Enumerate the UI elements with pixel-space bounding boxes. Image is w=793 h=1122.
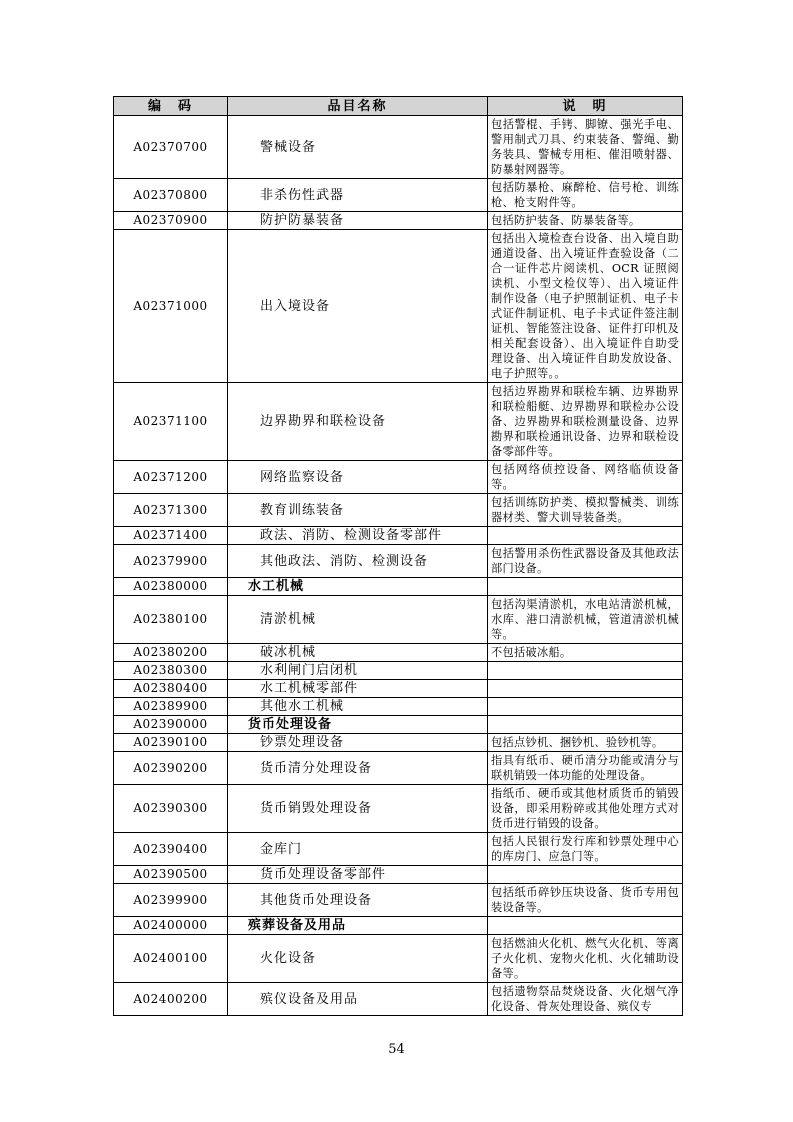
item-code: A02371400 xyxy=(114,527,228,545)
table-row xyxy=(114,644,683,662)
item-code: A02390100 xyxy=(114,734,228,752)
item-name: 政法、消防、检测设备零部件 xyxy=(228,527,488,545)
catalog-table xyxy=(113,96,683,1016)
table-row xyxy=(114,983,683,1016)
item-name: 出入境设备 xyxy=(228,230,488,383)
item-description xyxy=(488,698,683,716)
item-code: A02380000 xyxy=(114,578,228,596)
item-name: 货币清分处理设备 xyxy=(228,752,488,785)
item-name: 破冰机械 xyxy=(228,644,488,662)
item-name: 水工机械零部件 xyxy=(228,680,488,698)
item-description: 包括警棍、手铐、脚镣、强光手电、警用制式刀具、约束装备、警绳、勤务装具、警械专用柜、催泪喷射器、防暴射网器等。 xyxy=(488,116,683,179)
item-description xyxy=(488,662,683,680)
item-code: A02370900 xyxy=(114,212,228,230)
item-description xyxy=(488,866,683,884)
item-code: A02371000 xyxy=(114,230,228,383)
item-code: A02400000 xyxy=(114,917,228,935)
item-description xyxy=(488,716,683,734)
table-row xyxy=(114,494,683,527)
item-description: 包括网络侦控设备、网络临侦设备等。 xyxy=(488,461,683,494)
item-code: A02380300 xyxy=(114,662,228,680)
table-row xyxy=(114,884,683,917)
item-description: 包括人民银行发行库和钞票处理中心的库房门、应急门等。 xyxy=(488,833,683,866)
table-header-row xyxy=(114,97,683,116)
table-row xyxy=(114,734,683,752)
category-name: 殡葬设备及用品 xyxy=(228,917,488,935)
item-description xyxy=(488,917,683,935)
item-code: A02370700 xyxy=(114,116,228,179)
table-row xyxy=(114,596,683,644)
header-code: 编 码 xyxy=(114,97,228,116)
table-row xyxy=(114,383,683,461)
item-description xyxy=(488,578,683,596)
item-code: A02370800 xyxy=(114,179,228,212)
item-description: 包括边界勘界和联检车辆、边界勘界和联检船艇、边界勘界和联检办公设备、边界勘界和联检测量设备、边界勘界和联检通讯设备、边界和联检设备零部件等。 xyxy=(488,383,683,461)
item-description: 包括训练防护类、模拟警械类、训练器材类、警犬训导装备类。 xyxy=(488,494,683,527)
item-name: 防护防暴装备 xyxy=(228,212,488,230)
table-row xyxy=(114,752,683,785)
item-description: 包括警用杀伤性武器设备及其他政法部门设备。 xyxy=(488,545,683,578)
table-row xyxy=(114,662,683,680)
item-name: 边界勘界和联检设备 xyxy=(228,383,488,461)
item-code: A02390400 xyxy=(114,833,228,866)
item-name: 清淤机械 xyxy=(228,596,488,644)
item-description: 包括遗物祭品焚烧设备、火化烟气净化设备、骨灰处理设备、殡仪专 xyxy=(488,983,683,1016)
item-name: 火化设备 xyxy=(228,935,488,983)
item-name: 水利闸门启闭机 xyxy=(228,662,488,680)
table-row xyxy=(114,866,683,884)
page-number: 54 xyxy=(388,1042,405,1057)
item-name: 其他货币处理设备 xyxy=(228,884,488,917)
table-row xyxy=(114,680,683,698)
header-name: 品目名称 xyxy=(228,97,488,116)
item-name: 网络监察设备 xyxy=(228,461,488,494)
item-code: A02399900 xyxy=(114,884,228,917)
table-row xyxy=(114,116,683,179)
header-desc: 说 明 xyxy=(488,97,683,116)
item-code: A02380200 xyxy=(114,644,228,662)
item-code: A02400200 xyxy=(114,983,228,1016)
item-code: A02371100 xyxy=(114,383,228,461)
item-name: 钞票处理设备 xyxy=(228,734,488,752)
item-description: 包括点钞机、捆钞机、验钞机等。 xyxy=(488,734,683,752)
table-row xyxy=(114,212,683,230)
category-name: 水工机械 xyxy=(228,578,488,596)
item-description: 包括防暴枪、麻醉枪、信号枪、训练枪、枪支附件等。 xyxy=(488,179,683,212)
table-row xyxy=(114,917,683,935)
item-name: 非杀伤性武器 xyxy=(228,179,488,212)
table-row xyxy=(114,833,683,866)
item-code: A02390200 xyxy=(114,752,228,785)
item-description: 包括燃油火化机、燃气火化机、等离子火化机、宠物火化机、火化辅助设备等。 xyxy=(488,935,683,983)
item-description: 指纸币、硬币或其他材质货币的销毁设备，即采用粉碎或其他处理方式对货币进行销毁的设备。 xyxy=(488,785,683,833)
item-name: 金库门 xyxy=(228,833,488,866)
item-code: A02390300 xyxy=(114,785,228,833)
table-body xyxy=(114,116,683,1016)
item-name: 其他政法、消防、检测设备 xyxy=(228,545,488,578)
item-code: A02380100 xyxy=(114,596,228,644)
item-name: 殡仪设备及用品 xyxy=(228,983,488,1016)
item-code: A02390000 xyxy=(114,716,228,734)
item-name: 教育训练装备 xyxy=(228,494,488,527)
item-name: 货币处理设备零部件 xyxy=(228,866,488,884)
item-description: 包括纸币碎钞压块设备、货币专用包装设备等。 xyxy=(488,884,683,917)
item-name: 其他水工机械 xyxy=(228,698,488,716)
item-code: A02400100 xyxy=(114,935,228,983)
table-row xyxy=(114,935,683,983)
table-row xyxy=(114,230,683,383)
item-description: 包括沟渠清淤机，水电站清淤机械，水库、港口清淤机械，管道清淤机械等。 xyxy=(488,596,683,644)
table-row xyxy=(114,716,683,734)
item-code: A02390500 xyxy=(114,866,228,884)
item-code: A02380400 xyxy=(114,680,228,698)
table-row xyxy=(114,179,683,212)
item-description xyxy=(488,680,683,698)
item-description: 不包括破冰船。 xyxy=(488,644,683,662)
item-code: A02389900 xyxy=(114,698,228,716)
item-description: 包括出入境检查台设备、出入境自助通道设备、出入境证件查验设备（二合一证件芯片阅读机、OCR 证照阅读机、小型文检仪等）、出入境证件制作设备（电子护照制证机、电子卡式证件制证机、电子卡式证件签注制证机、智能签注设备、证件打印机及相关配套设备）、出入境证件自助受理设备、出入境证件自助发放设备、电子护照等。。 xyxy=(488,230,683,383)
table-row xyxy=(114,545,683,578)
category-name: 货币处理设备 xyxy=(228,716,488,734)
item-code: A02379900 xyxy=(114,545,228,578)
table-row xyxy=(114,527,683,545)
item-description xyxy=(488,527,683,545)
table-row xyxy=(114,578,683,596)
item-name: 警械设备 xyxy=(228,116,488,179)
item-code: A02371300 xyxy=(114,494,228,527)
item-name: 货币销毁处理设备 xyxy=(228,785,488,833)
item-description: 包括防护装备、防暴装备等。 xyxy=(488,212,683,230)
table-row xyxy=(114,698,683,716)
item-description: 指具有纸币、硬币清分功能或清分与联机销毁一体功能的处理设备。 xyxy=(488,752,683,785)
table-row xyxy=(114,785,683,833)
table-row xyxy=(114,461,683,494)
item-code: A02371200 xyxy=(114,461,228,494)
